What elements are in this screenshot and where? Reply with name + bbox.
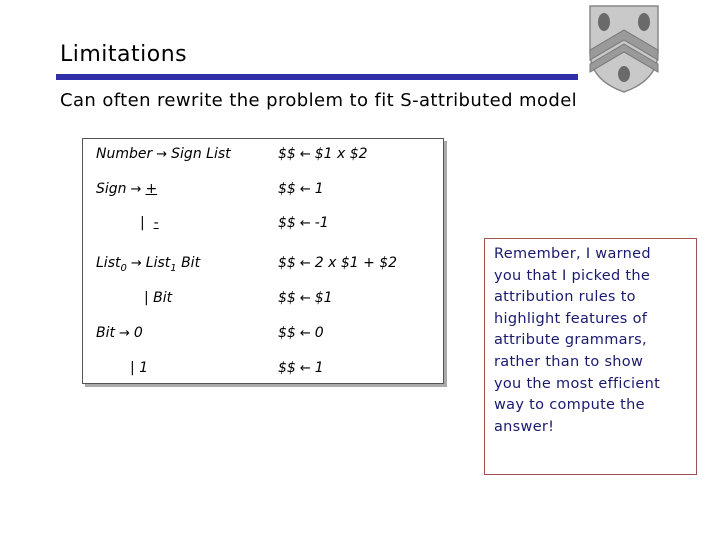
production-body: Sign List (171, 146, 231, 162)
note-line: attribute grammars, (494, 332, 647, 349)
result-variable: $$ (278, 146, 296, 162)
note-line: way to compute the (494, 397, 645, 414)
action-expression: 1 (314, 360, 324, 376)
grammar-row-lhs (96, 252, 200, 274)
title-underline-rule (56, 74, 578, 80)
grammar-row-lhs (96, 143, 231, 165)
nonterminal: Sign (96, 181, 127, 197)
assign-arrow: ← (299, 291, 311, 306)
grammar-row-lhs (130, 357, 148, 379)
grammar-row-lhs (96, 322, 143, 344)
note-line: you that I picked the (494, 267, 651, 284)
production-arrow: → (118, 326, 130, 341)
production-arrow: → (130, 256, 142, 271)
assign-arrow: ← (299, 326, 311, 341)
alternative-bar: | (140, 215, 145, 231)
action-expression: -1 (314, 215, 329, 231)
alternative-body: | 1 (130, 360, 149, 376)
result-variable: $$ (278, 325, 296, 341)
assign-arrow: ← (299, 182, 311, 197)
nonterminal: Bit (96, 325, 115, 341)
note-line: you the most efficient (494, 375, 661, 392)
grammar-row-action (278, 322, 324, 344)
grammar-row-action (278, 143, 368, 165)
result-variable: $$ (278, 215, 296, 231)
note-text (494, 244, 694, 438)
note-line: attribution rules to (494, 289, 636, 306)
grammar-row-lhs (144, 287, 172, 309)
action-expression: 1 (314, 181, 324, 197)
result-variable: $$ (278, 290, 296, 306)
note-line: answer! (494, 418, 555, 435)
action-expression: $1 x $2 (314, 146, 368, 162)
assign-arrow: ← (299, 216, 311, 231)
note-line: rather than to show (494, 353, 644, 370)
terminal-minus: - (153, 215, 159, 231)
assign-arrow: ← (299, 361, 311, 376)
university-shield-crest-icon (584, 0, 664, 96)
note-line: Remember, I warned (494, 246, 651, 262)
result-variable: $$ (278, 181, 296, 197)
note-line: highlight features of (494, 310, 648, 327)
alternative-body: | Bit (144, 290, 173, 306)
grammar-row-action (278, 287, 333, 309)
result-variable: $$ (278, 255, 296, 271)
grammar-row-lhs (96, 178, 157, 200)
production-body-tail: Bit (176, 255, 201, 271)
assign-arrow: ← (299, 147, 311, 162)
production-body: 0 (133, 325, 143, 341)
nonterminal: Number (96, 146, 153, 162)
grammar-row-action (278, 357, 324, 379)
slide-title: Limitations (60, 42, 188, 67)
action-expression: 0 (314, 325, 324, 341)
action-expression: $1 (314, 290, 333, 306)
production-arrow: → (156, 147, 168, 162)
subscript: 1 (170, 262, 177, 274)
grammar-row-action (278, 252, 397, 274)
result-variable: $$ (278, 360, 296, 376)
terminal-plus: + (145, 181, 158, 197)
grammar-row-action (278, 178, 324, 200)
production-arrow: → (130, 182, 142, 197)
nonterminal: List (96, 255, 121, 271)
slide-subtitle: Can often rewrite the problem to fit S-attributed model (60, 90, 578, 111)
grammar-row-lhs (140, 212, 159, 234)
grammar-row-action (278, 212, 329, 234)
production-body: List (145, 255, 171, 271)
assign-arrow: ← (299, 256, 311, 271)
action-expression: 2 x $1 + $2 (314, 255, 398, 271)
subscript: 0 (120, 262, 127, 274)
